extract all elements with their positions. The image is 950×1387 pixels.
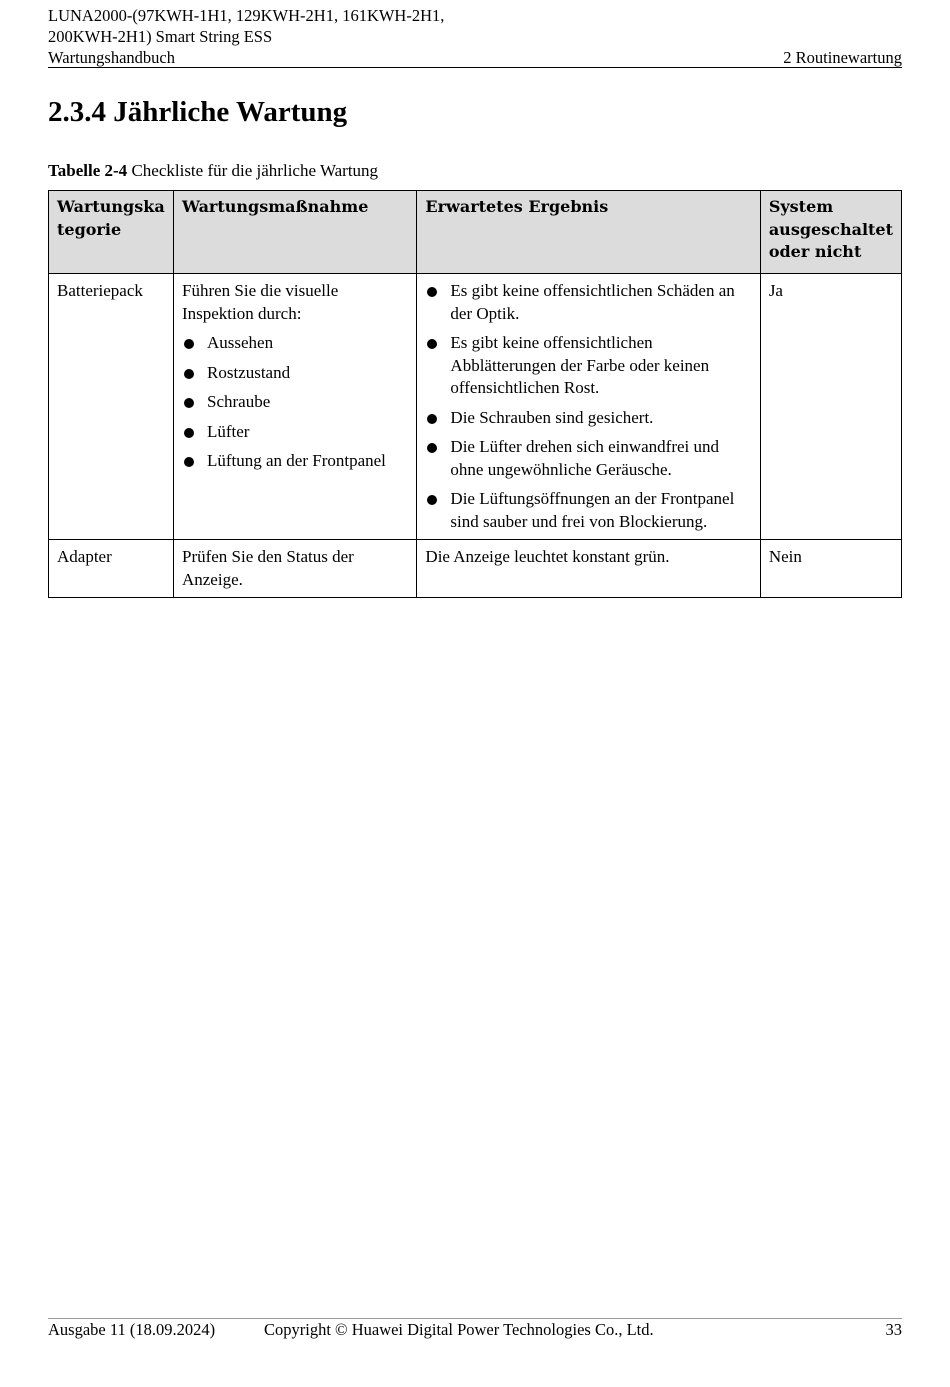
page-header xyxy=(48,5,902,68)
cell-expected-result xyxy=(417,274,760,540)
measure-intro: Führen Sie die visuelle Inspektion durch: xyxy=(181,281,339,323)
header-expected-result: Erwartetes Ergebnis xyxy=(417,191,760,274)
footer-copyright: Copyright © Huawei Digital Power Technologies Co., Ltd. xyxy=(264,1320,654,1339)
table-caption-label: Tabelle 2-4 xyxy=(48,161,128,180)
list-item: Lüfter xyxy=(182,421,408,444)
table-caption xyxy=(48,160,378,182)
header-measure: Wartungsmaßnahme xyxy=(173,191,416,274)
table-header-row xyxy=(49,191,902,274)
header-product-line-2: 200KWH-2H1) Smart String ESS xyxy=(48,27,273,46)
table-row xyxy=(49,540,902,598)
header-doc-type: Wartungshandbuch xyxy=(48,48,175,67)
footer-edition: Ausgabe 11 (18.09.2024) xyxy=(48,1320,216,1339)
list-item: Aussehen xyxy=(182,332,408,355)
cell-category: Batteriepack xyxy=(49,274,174,540)
result-list xyxy=(425,280,751,533)
list-item: Die Schrauben sind gesichert. xyxy=(425,407,751,430)
header-meta-row xyxy=(48,47,902,68)
header-divider xyxy=(48,67,902,68)
page-number: 33 xyxy=(885,1320,902,1339)
cell-measure xyxy=(173,274,416,540)
list-item: Schraube xyxy=(182,391,408,414)
table-row xyxy=(49,274,902,540)
list-item: Die Lüfter drehen sich einwandfrei und ohne ungewöhnliche Geräusche. xyxy=(425,436,751,481)
cell-expected-result: Die Anzeige leuchtet konstant grün. xyxy=(417,540,760,598)
header-chapter: 2 Routinewartung xyxy=(783,48,902,67)
section-title: 2.3.4 Jährliche Wartung xyxy=(48,96,348,128)
table-caption-text: Checkliste für die jährliche Wartung xyxy=(127,161,379,180)
list-item: Die Lüftungsöffnungen an der Frontpanel sind sauber und frei von Blockierung. xyxy=(425,488,751,533)
list-item: Es gibt keine offensichtlichen Schäden an der Optik. xyxy=(425,280,751,325)
cell-power-off: Ja xyxy=(760,274,901,540)
annual-maintenance-checklist-table xyxy=(48,190,902,598)
list-item: Lüftung an der Frontpanel xyxy=(182,450,408,473)
list-item: Rostzustand xyxy=(182,362,408,385)
cell-measure: Prüfen Sie den Status der Anzeige. xyxy=(173,540,416,598)
cell-power-off: Nein xyxy=(760,540,901,598)
header-category: Wartungska tegorie xyxy=(49,191,174,274)
header-power-off: System ausgeschaltet oder nicht xyxy=(760,191,901,274)
header-product-line-1: LUNA2000-(97KWH-1H1, 129KWH-2H1, 161KWH-2H1, xyxy=(48,6,445,25)
cell-category: Adapter xyxy=(49,540,174,598)
list-item: Es gibt keine offensichtlichen Abblätterungen der Farbe oder keinen offensichtlichen Rost. xyxy=(425,332,751,400)
measure-list xyxy=(182,332,408,473)
